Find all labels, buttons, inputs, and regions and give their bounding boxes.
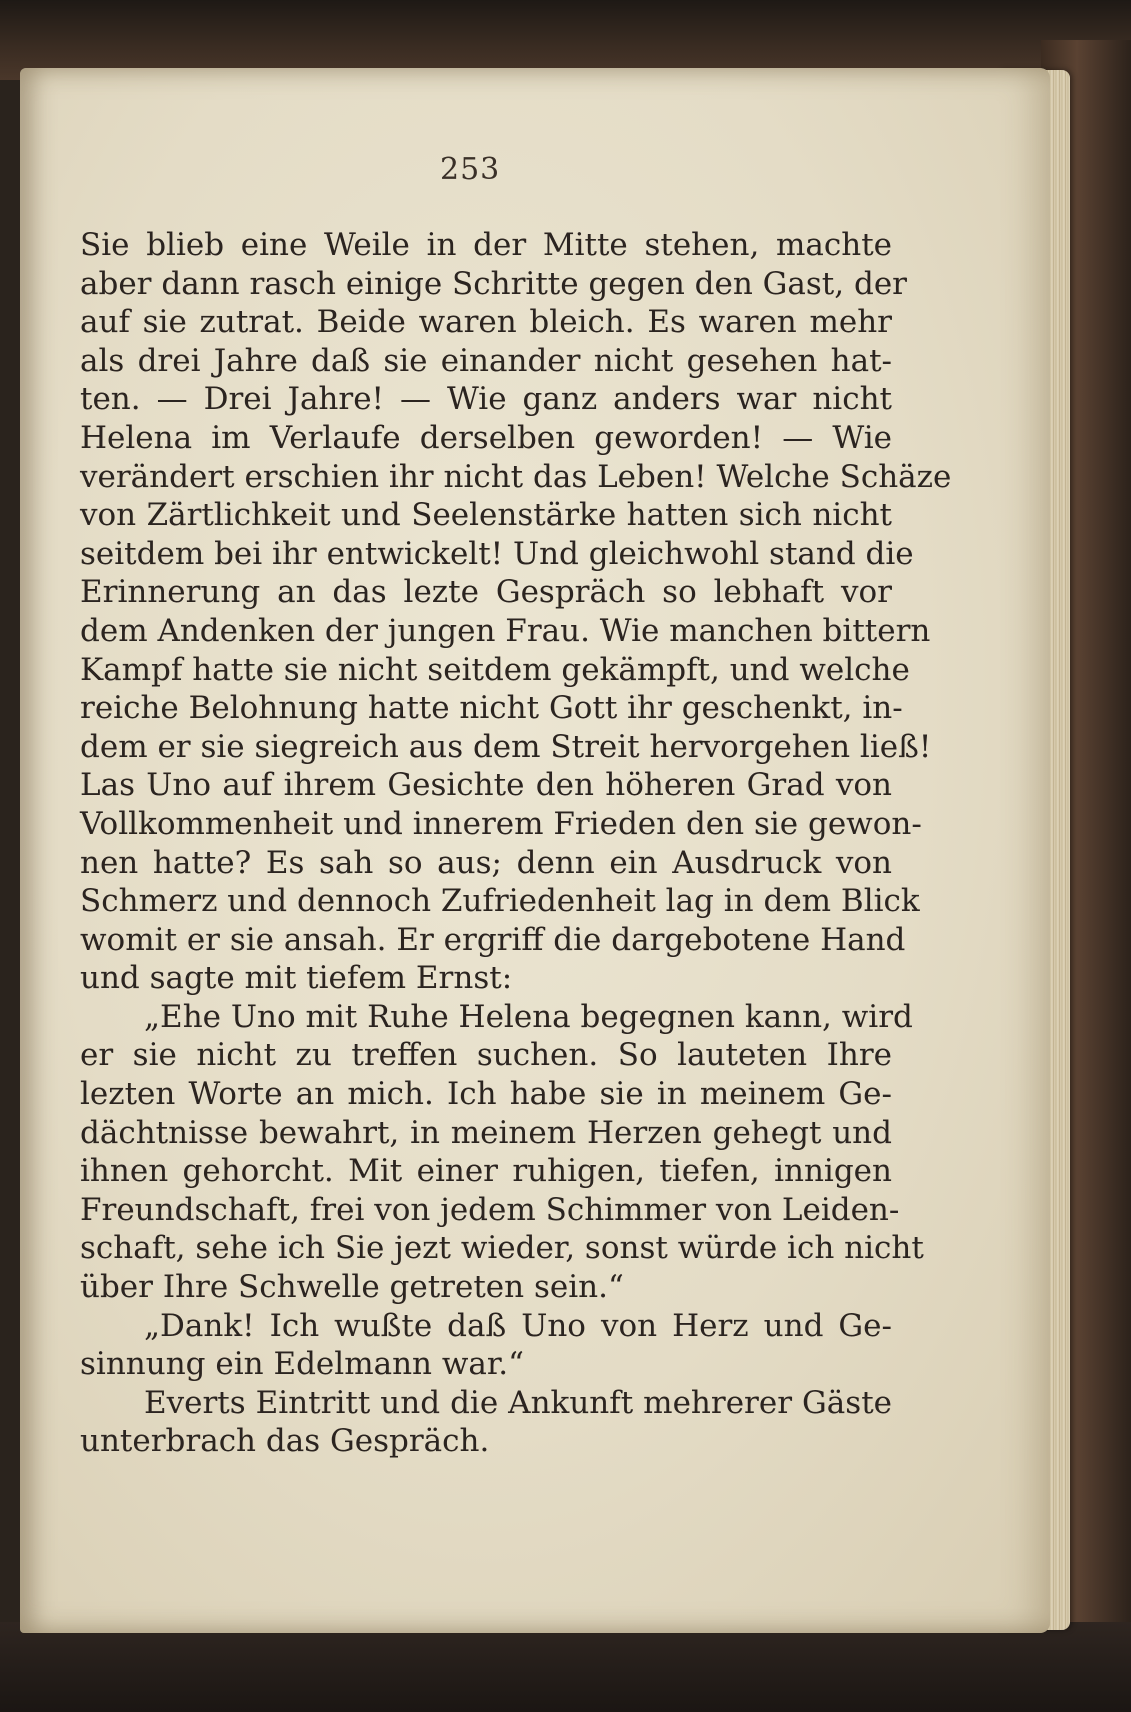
- text-line: Sie blieb eine Weile in der Mitte stehen, machte: [80, 227, 892, 263]
- text-line: verändert erschien ihr nicht das Leben! Welche Schäze: [80, 458, 952, 495]
- text-line: und sagte mit tiefem Ernst:: [80, 960, 513, 997]
- text-line: Erinnerung an das lezte Gespräch so lebhaft vor: [80, 574, 892, 611]
- book-cover-bottom: [0, 1622, 1131, 1712]
- text-line: von Zärtlichkeit und Seelenstärke hatten sich nicht: [80, 497, 892, 534]
- text-line: über Ihre Schwelle getreten sein.“: [80, 1269, 624, 1306]
- text-line: Kampf hatte sie nicht seitdem gekämpft, und welche: [80, 651, 910, 688]
- text-line: Helena im Verlaufe derselben geworden! — Wie: [80, 419, 892, 456]
- text-line: er sie nicht zu treffen suchen. So lauteten Ihre: [80, 1037, 892, 1074]
- text-line: dem Andenken der jungen Frau. Wie manchen bittern: [80, 612, 931, 649]
- text-line: unterbrach das Gespräch.: [80, 1423, 490, 1460]
- page-text: [80, 226, 952, 1461]
- text-line: seitdem bei ihr entwickelt! Und gleichwohl stand die: [80, 535, 914, 572]
- text-line: Vollkommenheit und innerem Frieden den sie gewon-: [80, 805, 922, 842]
- text-line: Schmerz und dennoch Zufriedenheit lag in dem Blick: [80, 883, 920, 920]
- text-line: nen hatte? Es sah so aus; denn ein Ausdruck von: [80, 844, 892, 881]
- text-line: reiche Belohnung hatte nicht Gott ihr geschenkt, in-: [80, 690, 903, 727]
- text-line: aber dann rasch einige Schritte gegen den Gast, der: [80, 265, 907, 302]
- text-line: als drei Jahre daß sie einander nicht gesehen hat-: [80, 342, 892, 379]
- text-line: auf sie zutrat. Beide waren bleich. Es waren mehr: [80, 304, 892, 341]
- text-line: Las Uno auf ihrem Gesichte den höheren Grad von: [80, 767, 892, 804]
- text-line: dem er sie siegreich aus dem Streit hervorgehen ließ!: [80, 728, 932, 765]
- text-line: „Ehe Uno mit Ruhe Helena begegnen kann, wird: [144, 998, 913, 1035]
- text-line: „Dank! Ich wußte daß Uno von Herz und Ge-: [144, 1307, 892, 1344]
- text-line: womit er sie ansah. Er ergriff die dargebotene Hand: [80, 921, 906, 958]
- text-line: schaft, sehe ich Sie jezt wieder, sonst würde ich nicht: [80, 1230, 924, 1267]
- text-line: sinnung ein Edelmann war.“: [80, 1346, 524, 1383]
- text-line: Everts Eintritt und die Ankunft mehrerer Gäste: [144, 1384, 892, 1421]
- text-line: Freundschaft, frei von jedem Schimmer von Leiden-: [80, 1191, 900, 1228]
- text-line: lezten Worte an mich. Ich habe sie in meinem Ge-: [80, 1076, 892, 1113]
- text-line: ihnen gehorcht. Mit einer ruhigen, tiefen, innigen: [80, 1153, 892, 1190]
- text-line: ten. — Drei Jahre! — Wie ganz anders war nicht: [80, 381, 892, 418]
- page-number: 253: [440, 152, 501, 187]
- text-line: dächtnisse bewahrt, in meinem Herzen gehegt und: [80, 1114, 892, 1151]
